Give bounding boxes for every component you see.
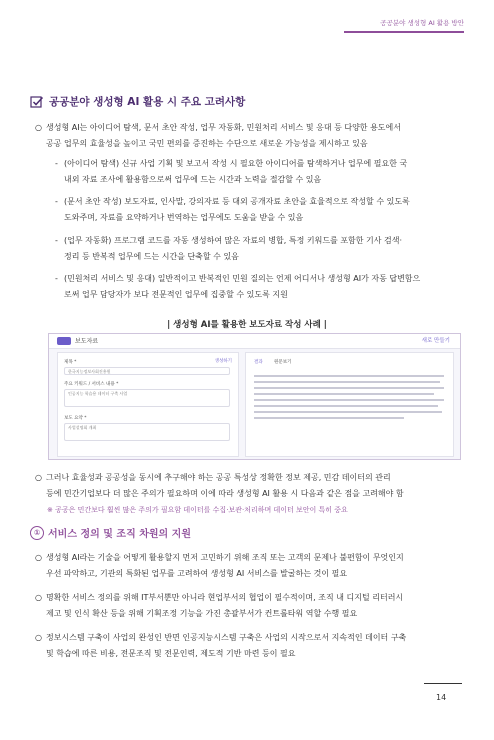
tab-original: 원문보기 <box>274 360 292 365</box>
app-logo <box>57 337 71 345</box>
sub-item <box>55 194 410 226</box>
text-line: 제고 및 인식 확산 등을 위해 기획조정 기능을 가진 총괄부서가 컨트롤타워 역할 수행 필요 <box>46 609 358 618</box>
title-field: 한국지능정보사회진흥원 <box>64 367 230 375</box>
text-line: 생성형 AI는 아이디어 탐색, 문서 초안 작성, 업무 자동화, 민원처리 서비스 및 응대 등 다양한 용도에서 <box>46 123 401 132</box>
text-line: 공공 업무의 효율성을 높이고 국민 편의를 증진하는 수단으로 새로운 가능성을 제시하고 있음 <box>46 139 368 148</box>
running-header: 공공분야 생성형 AI 활용 방안 <box>380 19 464 27</box>
text-placeholder <box>254 417 404 419</box>
sub-item <box>55 271 421 303</box>
field-label: 주요 키워드 / 서비스 내용 * <box>64 382 119 387</box>
text-line: 우선 파악하고, 기관의 특화된 업무를 고려하여 생성형 AI 서비스를 발굴하는 것이 필요 <box>46 569 348 578</box>
header-rule <box>344 31 464 33</box>
subsection-title-text: 서비스 정의 및 조직 차원의 지원 <box>48 529 191 540</box>
field-label: 제목 * <box>64 360 77 365</box>
text-placeholder <box>254 393 434 395</box>
field-label: 보도 요약 * <box>64 416 87 421</box>
bullet-marker: ○ <box>35 473 42 482</box>
text-placeholder <box>254 399 444 401</box>
tab-result: 결과 <box>254 360 263 365</box>
summary-field: 사업설명회 개최 <box>64 423 230 441</box>
text-line: (문서 초안 작성) 보도자료, 인사말, 강의자료 등 대외 공개자료 초안을 효율적으로 작성할 수 있도록 <box>64 197 410 206</box>
text-placeholder <box>254 375 444 377</box>
dash-marker: - <box>55 274 58 283</box>
app-title: 보도자료 <box>75 338 99 345</box>
paragraph <box>35 550 404 582</box>
text-line: 정보시스템 구축이 사업의 완성인 반면 인공지능시스템 구축은 사업의 시작으로서 지속적인 데이터 구축 <box>46 633 407 642</box>
text-line: 도와주며, 자료를 요약하거나 번역하는 업무에도 도움을 받을 수 있음 <box>64 213 304 222</box>
text-line: 생성형 AI라는 기술을 어떻게 활용할지 먼저 고민하기 위해 조직 또는 고객의 문제나 불편함이 무엇인지 <box>46 553 404 562</box>
text-line: (민원처리 서비스 및 응대) 일반적이고 반복적인 민원 질의는 언제 어디서나 생성형 AI가 자동 답변함으 <box>64 274 421 283</box>
sub-item <box>55 156 408 188</box>
subsection-title <box>30 525 191 540</box>
dash-marker: - <box>55 236 58 245</box>
text-line: (업무 자동화) 프로그램 코드를 자동 생성하여 많은 자료의 병합, 특정 키워드를 포함한 기사 검색· <box>64 236 403 245</box>
text-placeholder <box>254 381 440 383</box>
paragraph <box>35 590 404 622</box>
text-line: (아이디어 탐색) 신규 사업 기획 및 보고서 작성 시 필요한 아이디어를 탐색하거나 업무에 필요한 국 <box>64 159 408 168</box>
page-number: 14 <box>436 693 447 702</box>
new-button: 새로 만들기 <box>421 338 450 344</box>
text-line: 로써 업무 담당자가 보다 전문적인 업무에 집중할 수 있도록 지원 <box>64 290 288 299</box>
bullet-marker: ○ <box>35 593 42 602</box>
paragraph <box>35 120 401 152</box>
text-line: 및 학습에 따른 비용, 전문조직 및 전문인력, 제도적 기반 마련 등이 필요 <box>46 649 296 658</box>
figure-screenshot <box>48 333 461 460</box>
section-title-text: 공공분야 생성형 AI 활용 시 주요 고려사항 <box>49 96 246 108</box>
keyword-field: 인공지능 학습용 데이터 구축 사업 <box>64 389 230 407</box>
text-line: 명확한 서비스 정의를 위해 IT부서뿐만 아니라 현업부서의 협업이 필수적이며, 조직 내 디지털 리터러시 <box>46 593 404 602</box>
note-text: ※ 공공은 민간보다 훨씬 많은 주의가 필요함 데이터를 수집·보관·처리하며 데이터 보안이 특히 중요 <box>47 506 348 514</box>
text-placeholder <box>254 411 442 413</box>
section-title <box>30 94 245 109</box>
sub-item <box>55 233 403 265</box>
input-panel <box>57 352 239 457</box>
text-line: 등에 민간기업보다 더 많은 주의가 필요하며 이에 따라 생성형 AI 활용 시 다음과 같은 점을 고려해야 함 <box>46 489 404 498</box>
text-line: 그러나 효율성과 공공성을 동시에 추구해야 하는 공공 특성상 정확한 정보 제공, 민감 데이터의 관리 <box>46 473 391 482</box>
paragraph <box>35 470 404 502</box>
generate-button: 생성하기 <box>214 359 232 364</box>
result-panel <box>245 352 454 457</box>
number-badge: ① <box>30 526 44 540</box>
figure-caption: | 생성형 AI를 활용한 보도자료 작성 사례 | <box>167 320 327 330</box>
dash-marker: - <box>55 197 58 206</box>
text-line: 정리 등 반복적 업무에 드는 시간을 단축할 수 있음 <box>64 252 239 261</box>
bullet-marker: ○ <box>35 123 42 132</box>
app-topbar <box>49 334 460 349</box>
dash-marker: - <box>55 159 58 168</box>
text-placeholder <box>254 405 438 407</box>
text-line: 내외 자료 조사에 활용함으로써 업무에 드는 시간과 노력을 절감할 수 있음 <box>64 175 322 184</box>
text-placeholder <box>254 387 444 389</box>
checkbox-icon <box>30 95 44 109</box>
paragraph <box>35 630 407 662</box>
bullet-marker: ○ <box>35 633 42 642</box>
footer-rule <box>424 683 462 684</box>
bullet-marker: ○ <box>35 553 42 562</box>
